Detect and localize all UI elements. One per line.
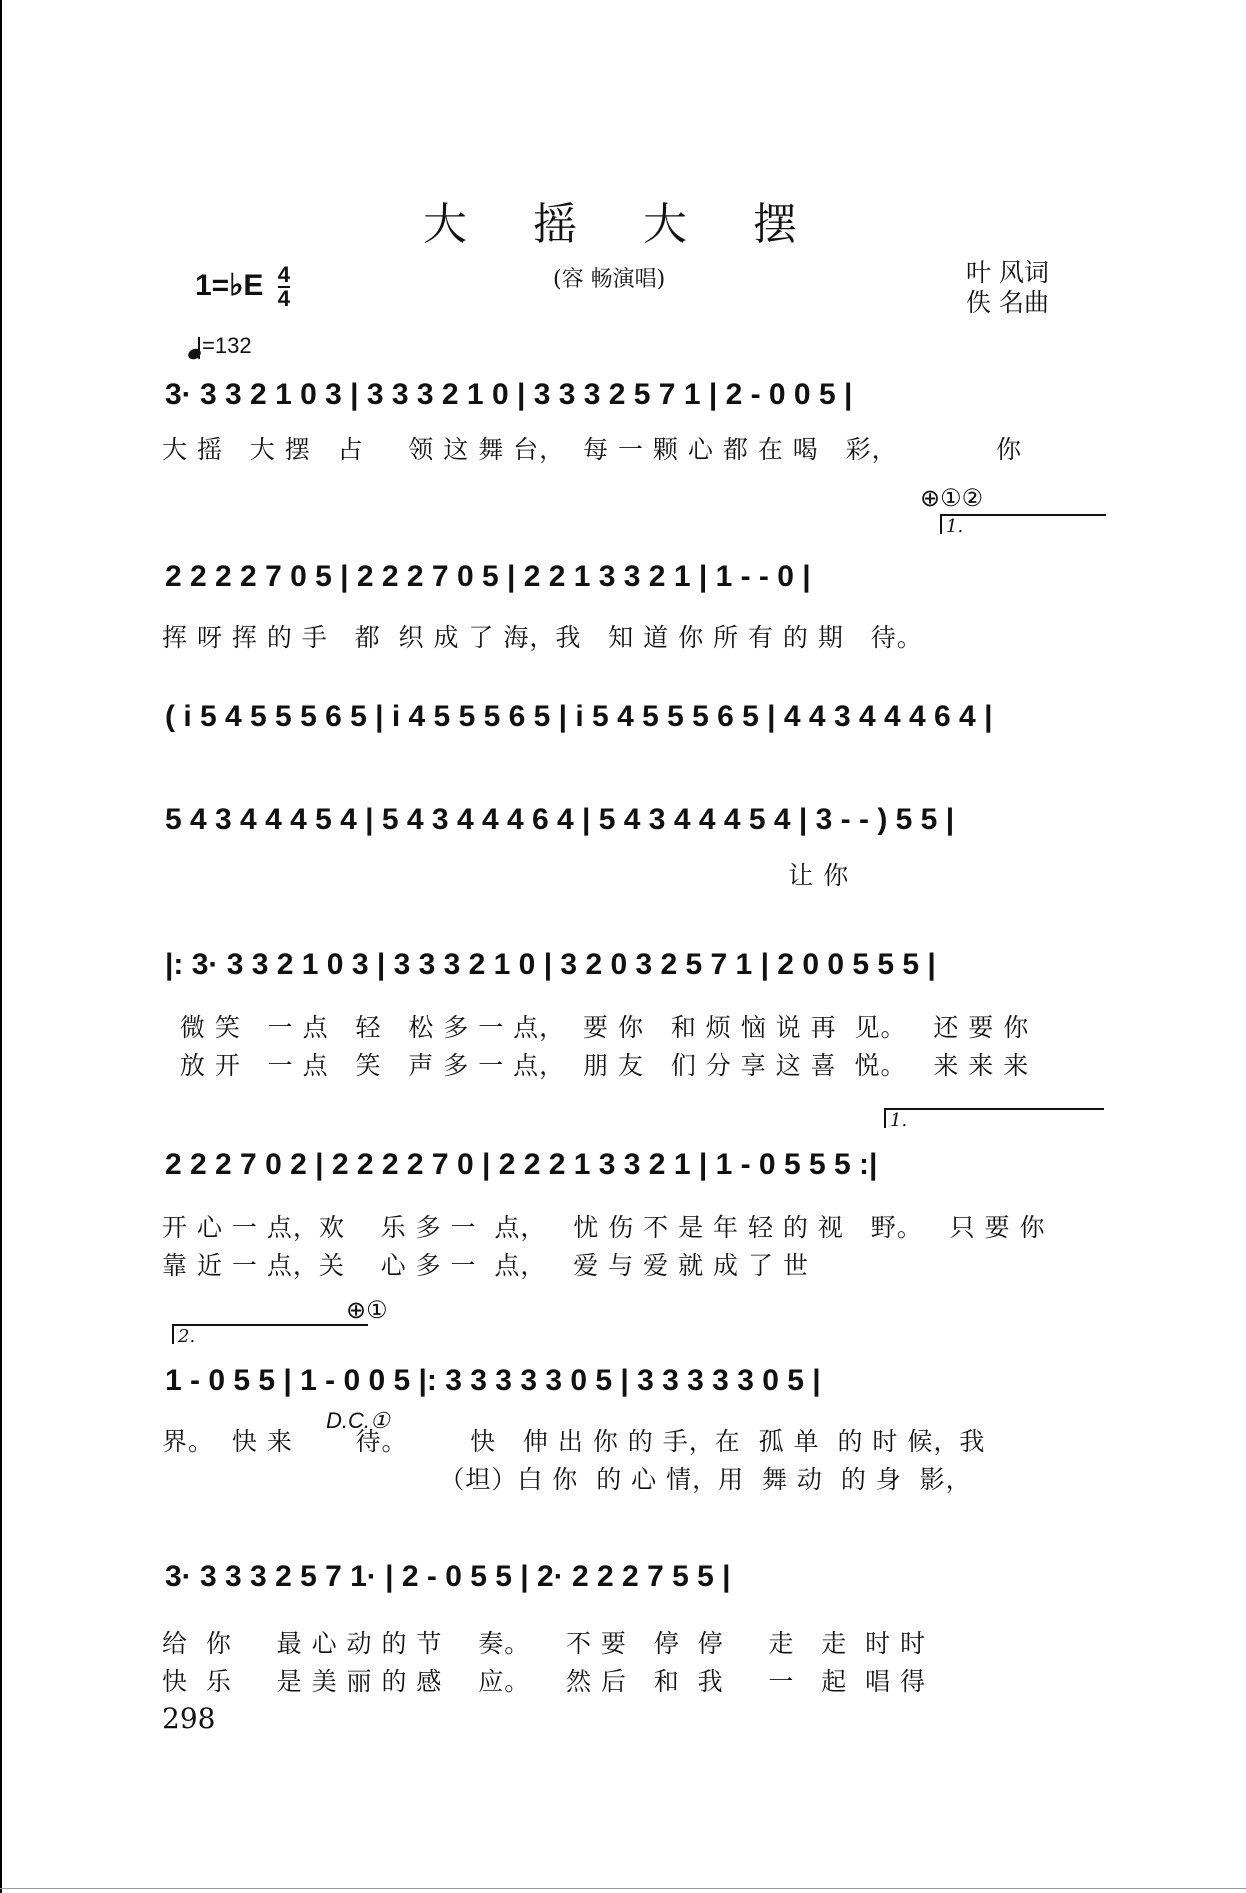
notation-row-6: 2 2 2 7 0 2 | 2 2 2 2 7 0 | 2 2 2 1 3 3 2 1 | 1 - 0 5 5 5 :| (165, 1148, 878, 1181)
singer-credit: (容 畅演唱) (553, 267, 666, 292)
quarter-note-icon (186, 347, 202, 362)
notation-row-2: 2 2 2 2 7 0 5 | 2 2 2 7 0 5 | 2 2 1 3 3 2 1 | 1 - - 0 | (165, 560, 811, 593)
coda-mark-1: ⊕①② (920, 485, 984, 512)
lyric-row-6-verse-1: 开 心 一 点，欢 乐 多 一 点， 忧 伤 不 是 年 轻 的 视 野。 只 要 你 (162, 1213, 1046, 1242)
notation-row-5: |: 3· 3 3 2 1 0 3 | 3 3 3 2 1 0 | 3 2 0 3 2 5 7 1 | 2 0 0 5 5 5 | (165, 948, 936, 981)
lyric-row-8-verse-1: 给 你 最 心 动 的 节 奏。 不 要 停 停 走 走 时 时 (162, 1629, 927, 1658)
notation-row-7: 1 - 0 5 5 | 1 - 0 0 5 |: 3 3 3 3 3 0 5 | 3 3 3 3 3 0 5 | (165, 1364, 821, 1397)
notation-row-3: ( i 5 4 5 5 5 6 5 | i 4 5 5 5 6 5 | i 5 4 5 5 5 6 5 | 4 4 3 4 4 4 6 4 | (165, 700, 993, 733)
lyric-row-8-verse-2: 快 乐 是 美 丽 的 感 应。 然 后 和 我 一 起 唱 得 (162, 1667, 927, 1696)
page-bottom-edge (0, 1888, 1246, 1889)
lyric-row-4-verse-1: 让 你 (162, 861, 850, 890)
lyric-row-5-verse-1: 微 笑 一 点 轻 松 多 一 点， 要 你 和 烦 恼 说 再 见。 还 要 你 (162, 1013, 1030, 1042)
lyric-row-7-verse-2: （坦）白 你 的 心 情，用 舞 动 的 身 影， (162, 1465, 972, 1494)
volta-bracket-1: 1. (940, 514, 1106, 534)
time-top: 4 (277, 262, 290, 287)
composer-credit: 佚 名曲 (966, 288, 1049, 317)
tempo-value: =132 (202, 333, 252, 358)
key-signature (195, 264, 290, 310)
time-signature (278, 264, 290, 310)
page-number: 298 (162, 1702, 216, 1735)
lyric-row-7-verse-1: 界。 快 来 待。 快 伸 出 你 的 手，在 孤 单 的 时 候，我 (162, 1427, 986, 1456)
page-left-edge (0, 0, 2, 1893)
lyricist-credit: 叶 风词 (966, 258, 1049, 287)
lyric-row-6-verse-2: 靠 近 一 点，关 心 多 一 点， 爱 与 爱 就 成 了 世 (162, 1251, 809, 1280)
tempo-marking (188, 333, 252, 359)
volta-bracket-3: 2. (172, 1324, 368, 1344)
volta-bracket-2: 1. (884, 1108, 1104, 1128)
lyric-row-2-verse-1: 挥 呀 挥 的 手 都 织 成 了 海，我 知 道 你 所 有 的 期 待。 (162, 623, 923, 652)
notation-row-8: 3· 3 3 3 2 5 7 1· | 2 - 0 5 5 | 2· 2 2 2 7 5 5 | (165, 1560, 731, 1593)
coda-mark-2: ⊕① (346, 1297, 388, 1324)
song-title: 大 摇 大 摆 (423, 199, 823, 250)
lyric-row-1-verse-1: 大 摇 大 摆 占 领 这 舞 台， 每 一 颗 心 都 在 喝 彩， 你 (162, 435, 1022, 464)
credits (966, 258, 1049, 318)
lyric-row-5-verse-2: 放 开 一 点 笑 声 多 一 点， 朋 友 们 分 享 这 喜 悦。 来 来 来 (162, 1051, 1030, 1080)
key-label: 1=♭E (195, 268, 264, 302)
time-bottom: 4 (277, 286, 290, 311)
notation-row-4: 5 4 3 4 4 4 5 4 | 5 4 3 4 4 4 6 4 | 5 4 3 4 4 4 5 4 | 3 - - ) 5 5 | (165, 803, 955, 836)
notation-row-1: 3· 3 3 2 1 0 3 | 3 3 3 2 1 0 | 3 3 3 2 5 7 1 | 2 - 0 0 5 | (165, 378, 853, 411)
dc-marking: D.C.① (326, 1408, 390, 1433)
